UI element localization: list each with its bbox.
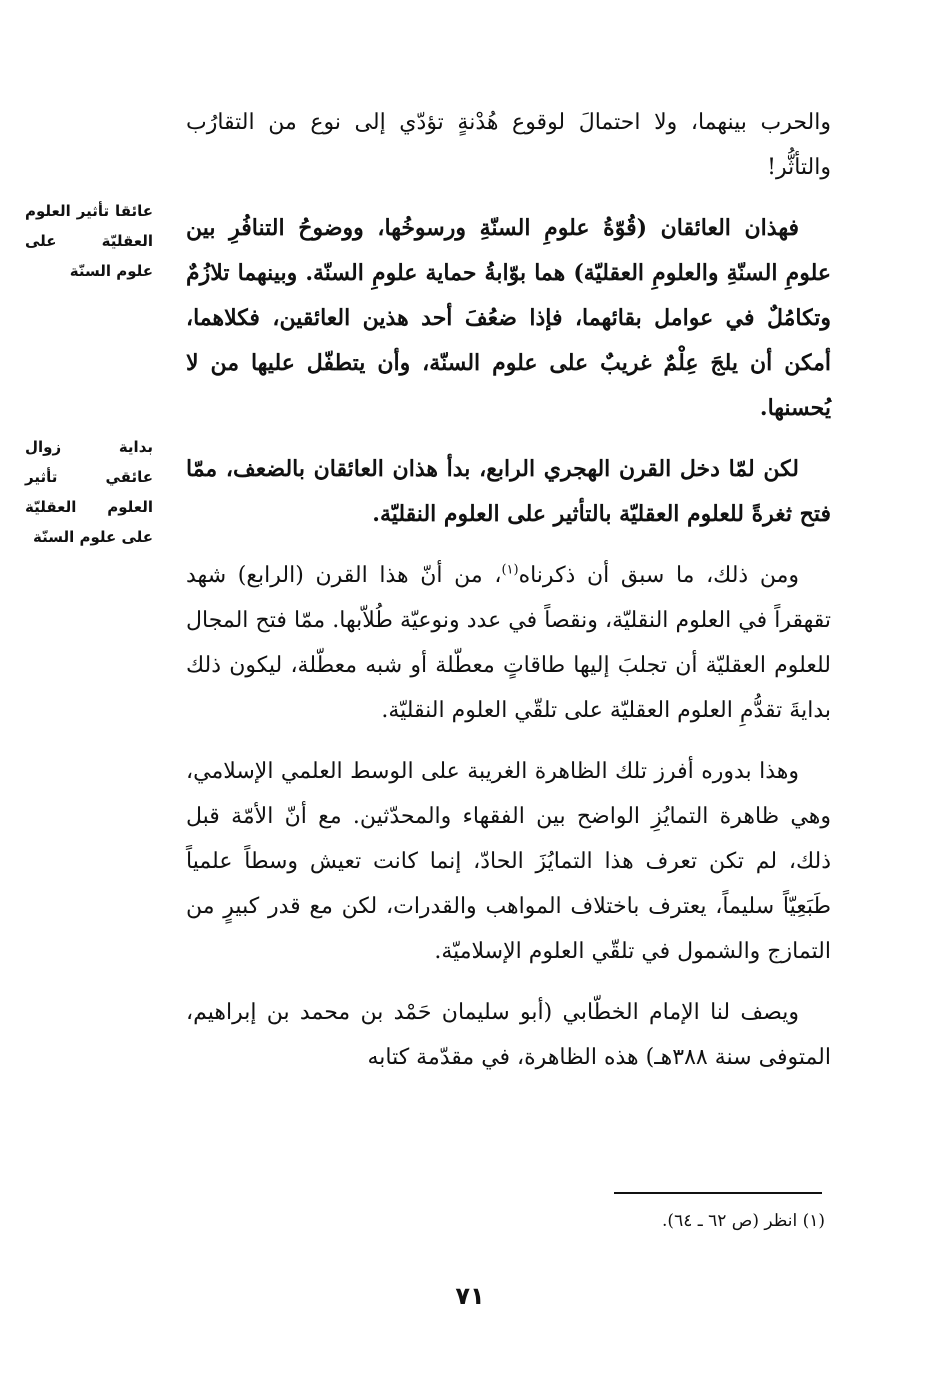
paragraph-continued: والحرب بينهما، ولا احتمالَ لوقوع هُدْنةٍ تؤدّي إلى نوع من التقارُب والتأثُّر! bbox=[186, 110, 831, 180]
main-text bbox=[186, 100, 831, 1096]
paragraph-khattabi: ويصف لنا الإمام الخطّابي (أبو سليمان حَمْد بن محمد بن إبراهيم، المتوفى سنة ٣٨٨هـ) هذه الظاهرة، في مقدّمة كتابه bbox=[186, 1000, 831, 1070]
paragraph-fourth-century: لكن لمّا دخل القرن الهجري الرابع، بدأ هذان العائقان بالضعف، ممّا فتح ثغرةً للعلوم العقليّة بالتأثير على العلوم النقليّة. bbox=[186, 456, 831, 527]
footnote-divider bbox=[614, 1192, 822, 1194]
footnote-reference[interactable]: (١) bbox=[501, 562, 519, 578]
page-number: ٧١ bbox=[455, 1282, 485, 1310]
margin-note-decline: بداية زوال عائقي تأثير العلوم العقليّة على علوم السنّة bbox=[25, 438, 153, 546]
paragraph-decline-end: ، من أنّ هذا القرن (الرابع) شهد تقهقراً في العلوم النقليّة، ونقصاً في عدد ونوعيّة طُلاّبها. ممّا فتح المجال للعلوم العقليّة أن تجلبَ إليها طاقاتٍ معطّلة أو شبه معطّلة، ليكون ذلك بدايةَ تقدُّمِ العلوم العقليّة على تلقّي العلوم النقليّة. bbox=[186, 563, 831, 723]
margin-note-obstacles: عائقا تأثير العلوم العقليّة على علوم السنّة bbox=[25, 202, 153, 280]
paragraph-decline bbox=[186, 553, 831, 733]
footnote: (١) انظر (ص ٦٢ ـ ٦٤). bbox=[662, 1211, 825, 1231]
paragraph-distinction: وهذا بدوره أفرز تلك الظاهرة الغريبة على الوسط العلمي الإسلامي، وهي ظاهرة التمايُزِ الواضح بين الفقهاء والمحدّثين. مع أنّ الأمّة قبل ذلك، لم تكن تعرف هذا التمايُزَ الحادّ، إنما كانت تعيش وسطاً علمياً طَبَعِيّاً سليماً، يعترف باختلاف المواهب والقدرات، لكن مع قدر كبيرٍ من التمازج والشمول في تلقّي العلوم الإسلاميّة. bbox=[186, 759, 831, 964]
paragraph-obstacles: فهذان العائقان (قُوّةُ علومِ السنّةِ ورسوخُها، ووضوحُ التنافُرِ بين علومِ السنّةِ والعلومِ العقليّة) هما بوّابةُ حماية علومِ السنّة. وبينهما تلازُمٌ وتكامُلٌ في عوامل بقائهما، فإذا ضعُفَ أحد هذين العائقين، فكلاهما، أمكن أن يلجَ عِلْمٌ غريبٌ على علوم السنّة، وأن يتطفّل عليها من لا يُحسنها. bbox=[186, 215, 831, 421]
paragraph-decline-start: ومن ذلك، ما سبق أن ذكرناه bbox=[518, 563, 800, 588]
